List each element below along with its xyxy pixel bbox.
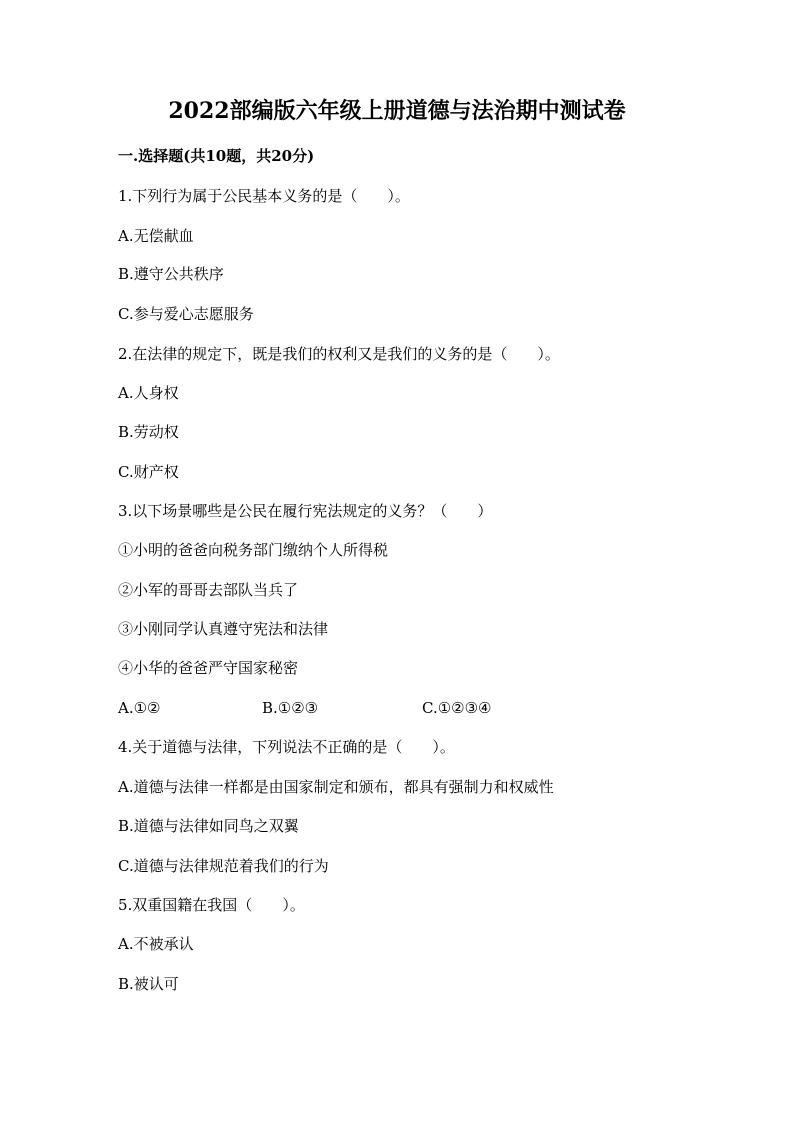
question-3-statement-2: ②小军的哥哥去部队当兵了 [118,581,299,599]
question-3-statement-3: ③小刚同学认真遵守宪法和法律 [118,620,329,638]
question-3-stem: 3.以下场景哪些是公民在履行宪法规定的义务？（ ） [118,502,493,520]
question-3-option-a: A.①② [118,699,161,717]
question-4-option-a: A.道德与法律一样都是由国家制定和颁布，都具有强制力和权威性 [118,778,554,796]
question-3-option-c: C.①②③④ [422,699,492,717]
question-5-option-b: B.被认可 [118,975,179,993]
question-2-option-b: B.劳动权 [118,423,179,441]
question-3-statement-1: ①小明的爸爸向税务部门缴纳个人所得税 [118,541,389,559]
section-heading: 一.选择题(共10题，共20分) [118,147,315,165]
question-5-option-a: A.不被承认 [118,935,194,953]
question-3-option-b: B.①②③ [262,699,319,717]
question-5-stem: 5.双重国籍在我国（ ）。 [118,896,305,914]
document-title: 2022部编版六年级上册道德与法治期中测试卷 [168,98,626,124]
question-4-stem: 4.关于道德与法律，下列说法不正确的是（ ）。 [118,738,455,756]
question-2-stem: 2.在法律的规定下，既是我们的权利又是我们的义务的是（ ）。 [118,345,560,363]
question-3-statement-4: ④小华的爸爸严守国家秘密 [118,659,299,677]
question-1-stem: 1.下列行为属于公民基本义务的是（ ）。 [118,187,410,205]
question-1-option-b: B.遵守公共秩序 [118,265,224,283]
question-4-option-b: B.道德与法律如同鸟之双翼 [118,817,299,835]
question-1-option-a: A.无偿献血 [118,227,194,245]
question-4-option-c: C.道德与法律规范着我们的行为 [118,857,329,875]
question-2-option-c: C.财产权 [118,463,179,481]
question-2-option-a: A.人身权 [118,384,179,402]
question-1-option-c: C.参与爱心志愿服务 [118,305,254,323]
